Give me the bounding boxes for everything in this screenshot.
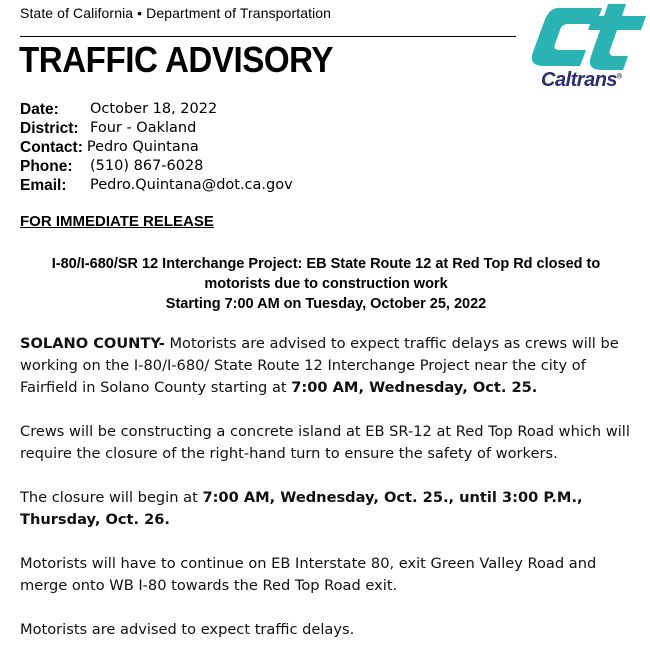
headline-line-3: Starting 7:00 AM on Tuesday, October 25, 2022 xyxy=(165,296,487,312)
phone-row xyxy=(20,157,293,176)
contact-value: Pedro Quintana xyxy=(86,139,199,155)
district-label: District: xyxy=(20,120,79,137)
date-row xyxy=(20,100,293,119)
paragraph-3: The closure will begin at 7:00 AM, Wednesday, Oct. 25., until 3:00 P.M., Thursday, Oct. 26. xyxy=(20,489,583,528)
district-row xyxy=(20,119,293,138)
district-value: Four - Oakland xyxy=(90,120,197,136)
phone-value: (510) 867-6028 xyxy=(90,158,204,174)
email-row xyxy=(20,176,293,195)
email-value[interactable]: Pedro.Quintana@dot.ca.gov xyxy=(90,177,293,193)
agency-line: State of California • Department of Transportation xyxy=(20,5,332,21)
page-title: TRAFFIC ADVISORY xyxy=(19,39,334,80)
paragraph-5: Motorists are advised to expect traffic delays. xyxy=(20,621,355,638)
paragraph-2: Crews will be constructing a concrete island at EB SR-12 at Red Top Road which will require the closure of the right-hand turn to ensure the safety of workers. xyxy=(20,423,630,462)
contact-row xyxy=(20,138,293,157)
phone-label: Phone: xyxy=(20,158,73,175)
date-label: Date: xyxy=(20,101,59,118)
headline-line-2: motorists due to construction work xyxy=(204,276,448,292)
email-label: Email: xyxy=(20,177,67,194)
headline-line-1: I-80/I-680/SR 12 Interchange Project: EB State Route 12 at Red Top Rd closed to xyxy=(51,256,601,272)
header-divider xyxy=(20,36,516,37)
paragraph-1: SOLANO COUNTY- Motorists are advised to expect traffic delays as crews will be working on the I-80/I-680/ State Route 12 Interchange Project near the city of Fairfield in Solano County starting at 7:00 AM, Wednesday, Oct. 25. xyxy=(20,335,619,396)
contact-block xyxy=(20,100,293,195)
release-heading: FOR IMMEDIATE RELEASE xyxy=(20,213,214,230)
caltrans-logo-text: Caltrans® xyxy=(541,69,622,91)
paragraph-4: Motorists will have to continue on EB Interstate 80, exit Green Valley Road and merge onto WB I-80 towards the Red Top Road exit. xyxy=(20,555,597,594)
date-value: October 18, 2022 xyxy=(90,101,218,117)
headline xyxy=(20,254,632,314)
dateline: SOLANO COUNTY- xyxy=(20,335,165,352)
contact-label: Contact: xyxy=(20,139,83,156)
